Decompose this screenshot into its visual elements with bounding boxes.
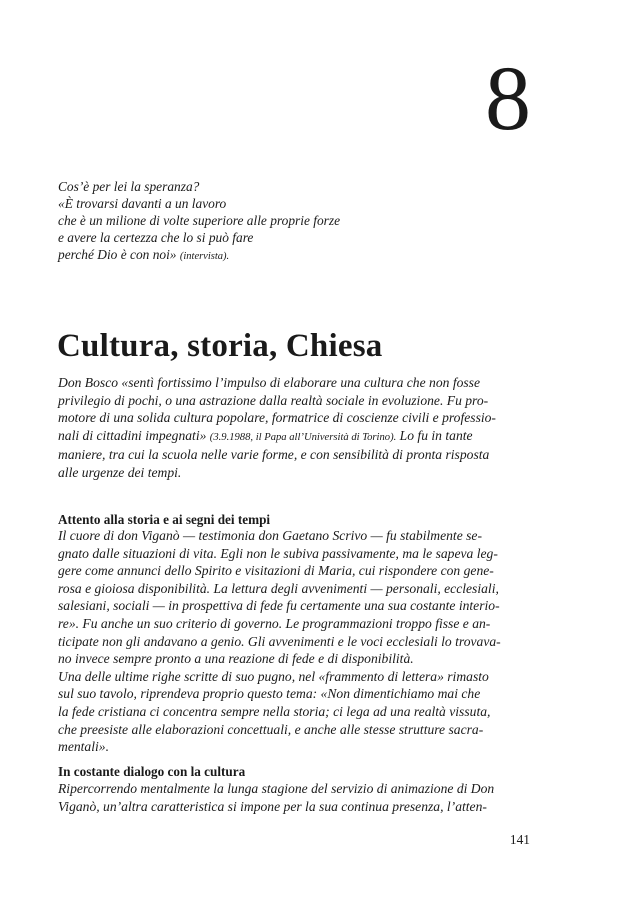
chapter-number: 8 <box>485 47 531 149</box>
epigraph-line: Cos’è per lei la speranza? <box>58 179 200 194</box>
paragraph-line: mentali». <box>58 739 109 755</box>
section-heading: Attento alla storia e ai segni dei tempi <box>58 512 271 527</box>
paragraph-line: re». Fu anche un suo criterio di governo. Le programmazioni troppo fisse e an- <box>58 615 491 631</box>
paragraph-line: Una delle ultime righe scritte di suo pugno, nel «frammento di lettera» rimasto <box>58 668 489 684</box>
page-number: 141 <box>509 832 530 847</box>
paragraph-line: Ripercorrendo mentalmente la lunga stagione del servizio di animazione di Don <box>58 781 495 796</box>
paragraph-line: la fede cristiana ci concentra sempre nella storia; ci lega ad una realtà vissuta, <box>58 703 491 719</box>
intro-line-citation <box>58 427 564 447</box>
intro-paragraph <box>58 374 564 482</box>
epigraph-line: e avere la certezza che lo si può fare <box>58 230 254 245</box>
paragraph-line: Il cuore di don Viganò — testimonia don Gaetano Scrivo — fu stabilmente se- <box>58 528 482 543</box>
intro-text: nali di cittadini impegnati» <box>58 427 207 443</box>
epigraph-text: perché Dio è con noi» <box>58 247 177 262</box>
paragraph-line: sul suo tavolo, riprendeva proprio questo tema: «Non dimentichiamo mai che <box>58 686 481 702</box>
intro-text: Lo fu in tante <box>396 427 473 443</box>
intro-line: motore di una solida cultura popolare, formatrice di coscienze civili e professio- <box>58 410 496 426</box>
section-heading: In costante dialogo con la cultura <box>58 764 246 779</box>
paragraph-line: no invece sempre pronto a una reazione di fede e di disponibilità. <box>58 651 414 667</box>
epigraph <box>58 178 340 265</box>
epigraph-line: «È trovarsi davanti a un lavoro <box>58 196 227 211</box>
intro-line: privilegio di pochi, o una astrazione dalla realtà sociale in evoluzione. Fu pro- <box>58 392 489 408</box>
epigraph-last-line <box>58 246 340 265</box>
citation: (3.9.1988, il Papa all’Università di Torino). <box>209 431 397 443</box>
epigraph-line: che è un milione di volte superiore alle proprie forze <box>58 213 341 228</box>
paragraph-line: gnato dalle situazioni di vita. Egli non le subiva passivamente, ma le sapeva leg- <box>58 545 498 561</box>
paragraph-line: Viganò, un’altra caratteristica si impone per la sua continua presenza, l’atten- <box>58 798 487 814</box>
paragraph-line: rosa e gioiosa disponibilità. La lettura degli avvenimenti — personali, ecclesiali, <box>58 580 499 596</box>
intro-line: maniere, tra cui la scuola nelle varie forme, e con sensibilità di pronta risposta <box>58 447 490 463</box>
paragraph-line: che preesiste alle elaborazioni concettuali, e anche alle stesse strutture sacra- <box>58 721 484 737</box>
intro-line: Don Bosco «sentì fortissimo l’impulso di elaborare una cultura che non fosse <box>58 375 481 390</box>
epigraph-source: (intervista). <box>179 251 230 262</box>
section-paragraph <box>58 780 564 815</box>
paragraph-line: gere come annunci dello Spirito e visitazioni di Maria, cui rispondere con gene- <box>58 563 494 579</box>
paragraph-line: ticipate non gli andavano a genio. Gli avvenimenti e le voci ecclesiali lo trovava- <box>58 633 501 649</box>
intro-line: alle urgenze dei tempi. <box>58 464 182 480</box>
section-paragraph <box>58 527 564 756</box>
paragraph-line: salesiani, sociali — in prospettiva di fede fu certamente una sua costante interio- <box>58 598 500 614</box>
chapter-title: Cultura, storia, Chiesa <box>57 328 383 364</box>
